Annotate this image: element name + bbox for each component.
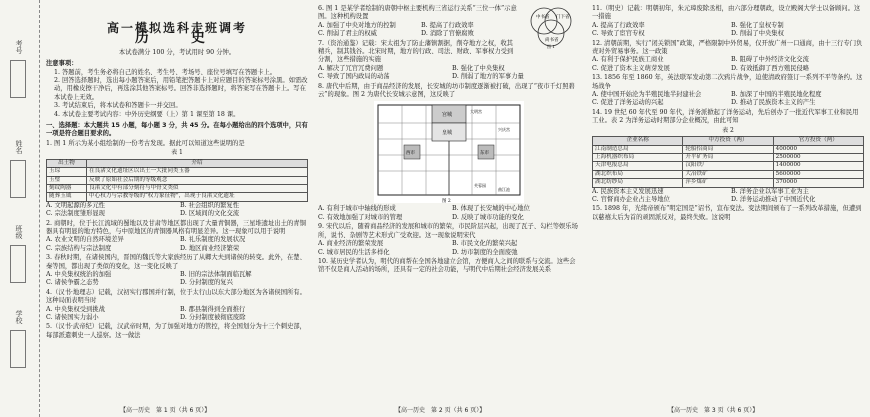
binding-label-kaohao: 考号: [15, 40, 23, 54]
option: D. 削弱了中央集权: [731, 30, 784, 38]
exam-title: 高一模拟选科走班调考: [106, 21, 247, 35]
venn-label: 尚书省: [545, 38, 559, 43]
page-footer: 【高一历史 第 1 页（共 6 页）】: [120, 407, 211, 414]
table-cell: 湖北纺纱局: [593, 179, 683, 187]
option: A. 使中国开始沦为半殖民地半封建社会: [592, 91, 702, 99]
option: A. 有利于城市中轴线的形成: [318, 205, 396, 213]
option: B. 社会组织的繁复性: [180, 201, 240, 209]
option: D. 有效抵御了西方殖民侵略: [731, 64, 810, 72]
question-stem: 6. 图 1 是某学者绘制的唐朝中枢主要机构三省运行关系“三位一体”示意图。这种机构设置: [318, 5, 517, 21]
option: A. 解决了冗官冗费问题: [318, 64, 384, 72]
option: A. 中央集权受到挑战: [46, 305, 105, 313]
changan-map: [374, 101, 524, 203]
question-stem: 13. 1856 年至 1860 年，英法联军发动第二次鸦片战争，迫使清政府签订一系列不平等条约。这场战争: [592, 74, 863, 90]
question-2: [46, 220, 308, 254]
options: [318, 240, 580, 257]
option: D. 洋务运动推动了中国近代化: [731, 195, 816, 203]
page-2: [318, 4, 580, 412]
table-cell: 刻纹陶器: [47, 184, 87, 192]
option: C. 诸侯争霸之态势: [46, 279, 99, 287]
option: C. 削弱了君主的权威: [318, 30, 377, 38]
option: D. 削弱了地方的军事力量: [452, 73, 524, 81]
question-11: [592, 5, 864, 39]
options: [318, 205, 580, 222]
table-cell: 在良渚文化遗址区以出土一大批同类玉器: [87, 168, 308, 176]
options: [46, 271, 308, 288]
question-stem: 8. 唐代中后期，由于商品经济的发展，长安城的坊市制度逐渐被打破，出现了“夜市千灯照碧云”的现象。图 2 为唐代长安城示意图，这反映了: [318, 82, 575, 99]
table-cell: 玉琮: [47, 168, 87, 176]
table-cell: 萍乡煤矿: [683, 179, 773, 187]
table-caption: 表 1: [171, 149, 183, 157]
table-header: 企业名称: [593, 137, 683, 145]
question-10: 10. 某历史学者认为，明代的商帮在全国各地建立会馆，方便商人之间的联系与交流。这些会馆不仅是商人活动的场所，还具有一定的社会功能，与明代中后期社会经济发展关系: [318, 257, 576, 274]
option: A. 农业文明的自然环境差异: [46, 236, 124, 244]
option: B. 旧的宗法体制面临瓦解: [180, 270, 252, 278]
map-label: 皇城: [442, 130, 453, 137]
binding-box: [10, 60, 26, 98]
map-label: 西市: [406, 151, 415, 157]
option: C. 促进了洋务运动的兴起: [592, 99, 664, 107]
options: [46, 236, 308, 253]
option: D. 地区商业经济繁荣: [180, 244, 240, 252]
option: B. 强化了中央集权: [452, 64, 505, 72]
venn-circle: [545, 8, 571, 34]
option: B. 洋务企业以军事工业为主: [731, 187, 809, 195]
venn-label: 中书省: [536, 15, 550, 20]
table-cell: 5600000: [773, 170, 863, 178]
question-1: [46, 140, 308, 219]
options: [46, 202, 308, 219]
table-cell: 大冶铁矿: [683, 170, 773, 178]
options: [592, 56, 864, 73]
option: C. 宗法制度雏形显现: [46, 210, 105, 218]
option: B. 郡县制得到全面推行: [180, 305, 246, 313]
table-header: 出土物: [47, 159, 87, 167]
notes-item: 2. 回答选择题时，选出每小题答案后，用铅笔把答题卡上对应题目的答案标号涂黑。如需改动，用橡皮擦干净后，再选涂其他答案标号。回答非选择题时，将答案写在答题卡上。写在本试卷上无效。: [54, 77, 308, 101]
option: D. 消除了官僚腐败: [421, 30, 474, 38]
table-cell: 天津电报总局: [593, 162, 683, 170]
binding-label-school: 学校: [15, 310, 23, 324]
option: B. 礼乐制度的发展状况: [180, 236, 246, 244]
option: C. 导致了宦官专权: [592, 30, 645, 38]
option: D. 坊市制度的全面废弛: [452, 248, 518, 256]
table-cell: 湖北织布局: [593, 170, 683, 178]
map-label: 芙蓉园: [474, 183, 486, 189]
table-cell: 中心权力与宗教等级的“权力象征物”，出现于良渚文化遗址: [87, 193, 308, 201]
table-row: [47, 168, 308, 176]
table-cell: 玉璧: [47, 176, 87, 184]
options: [318, 22, 518, 39]
option: D. 分封制度的复兴: [180, 279, 233, 287]
options: [592, 91, 864, 108]
question-stem: 1. 图 1 所示为某小组绘制的一份考古发现。据此可以知道这些说明的是: [46, 139, 245, 147]
question-stem: 14. 19 世纪 60 年代至 90 年代，洋务派掀起了洋务运动，先后创办了一批近代军事工业和民用工业。表 2 为洋务运动时期部分企业概况，由此可知: [592, 108, 859, 125]
venn-label: 门下省: [556, 15, 570, 20]
binding-label-name: 姓名: [15, 140, 23, 154]
question-stem: 4.（汉书·地理志）记载，汉初实行郡国并行制，位于太行山以东大部分地区为各诸侯国所有。这种局面表明当时: [46, 288, 306, 305]
option: D. 反映了城市功能的变化: [452, 213, 524, 221]
binding-box: [10, 245, 26, 283]
option: C. 城市居民的生活多样化: [318, 248, 390, 256]
table-header: 介绍: [87, 159, 308, 167]
table-cell: 反映了原始社会后期的等级观念: [87, 176, 308, 184]
option: C. 促进了资本主义萌芽发展: [592, 64, 670, 72]
options: [46, 306, 308, 323]
option: B. 提高了行政效率: [421, 21, 474, 29]
question-stem: 2. 商朝时，位于长江流域的蜀地以及甘肃等地区都出现了大量青铜器，三星堆遗址出土的青铜器具有明显的地方特色，与中原地区的青铜器风格有明显差异。这一现象可以用于说明: [46, 219, 306, 235]
table-cell: 1400000: [773, 162, 863, 170]
option: D. 区域间的文化交流: [180, 210, 240, 218]
notes-item: 3. 考试结束后，将本试卷和答题卡一并交回。: [54, 102, 182, 110]
page-1: [46, 4, 308, 412]
notes-heading: 注意事项：: [46, 60, 78, 68]
table-header: 中方投资（两）: [683, 137, 773, 145]
table-row: [47, 176, 308, 184]
table-row: [593, 179, 864, 187]
table-caption: 表 2: [722, 126, 734, 134]
question-5: 5.（汉书·武帝纪）记载，汉武帝时期，为了加强对地方的管控，将全国划分为十三个刺史部，每部派遣刺史一人巡察。这一做法: [46, 323, 306, 339]
table-cell: 400000: [773, 145, 863, 153]
option: C. 诸侯国实力弱小: [46, 314, 99, 321]
binding-strip: [0, 0, 40, 417]
binding-box: [10, 330, 26, 368]
exam-subject: 历 史: [135, 30, 219, 47]
venn-circle: [531, 8, 557, 34]
table-row: [47, 184, 308, 192]
table-cell: 开平矿务局: [683, 153, 773, 161]
map-label: 大明宫: [470, 109, 482, 115]
binding-label-class: 班级: [15, 225, 23, 239]
question-13: [592, 74, 864, 108]
table-row: [593, 153, 864, 161]
option: B. 加深了中国的半殖民地化程度: [731, 91, 822, 99]
option: C. 有效地加强了对城市的管理: [318, 213, 403, 221]
option: A. 提高了行政效率: [592, 21, 645, 29]
table-cell: 随葬玉钺: [47, 193, 87, 201]
section-heading: 一、选择题：本大题共 15 小题，每小题 3 分，共 45 分。在每小题给出的四个选项中，只有一项是符合题目要求的。: [46, 122, 308, 138]
q1-table: [46, 159, 308, 202]
options: [592, 188, 864, 205]
options: [318, 65, 580, 82]
notes-item: 4. 本试卷主要考试内容：中外历史纲要（上）第 1 课至第 18 课。: [54, 110, 240, 118]
option: A. 加强了中央对地方的控制: [318, 21, 396, 29]
option: D. 推动了民族资本主义的产生: [731, 99, 816, 107]
figure-caption: 图 2: [442, 199, 451, 204]
table-cell: 汉阳铁厂: [683, 162, 773, 170]
question-15: 15. 1898 年，光绪帝颁布“明定国是”诏书，宣布变法。变法期间颁布了一系列改革措施，但遭到以慈禧太后为首的顽固派反对，最终失败。这说明: [592, 205, 862, 221]
table-row: [593, 162, 864, 170]
page-footer: 【高一历史 第 3 页（共 6 页）】: [668, 407, 759, 414]
question-stem: 12. 清朝前期，实行“闭关锁国”政策，严格限制中外贸易，仅开放广州一口通商，由十三行专门负责对外贸易事务。这一政策: [592, 39, 863, 56]
option: A. 中央集权统治的加强: [46, 270, 112, 278]
table-cell: 2500000: [773, 153, 863, 161]
option: C. 导致了国内政局的动荡: [318, 73, 390, 81]
option: A. 有利于保护民族工商业: [592, 56, 664, 64]
table-cell: 轮船招商局: [683, 145, 773, 153]
venn-diagram: [522, 5, 580, 49]
option: C. 宗族结构与宗法制度: [46, 244, 112, 252]
table-cell: 370000: [773, 179, 863, 187]
option: B. 阻碍了中外经济文化交流: [731, 56, 809, 64]
option: C. 官督商办企业占主导地位: [592, 195, 670, 203]
option: A. 文明起源的多元性: [46, 201, 105, 209]
binding-box: [10, 160, 26, 198]
map-label: 东市: [480, 151, 489, 157]
table-row: [47, 193, 308, 201]
table-cell: 江南制造总局: [593, 145, 683, 153]
option: B. 强化了皇权专制: [731, 21, 784, 29]
table-row: [593, 170, 864, 178]
notes-item: 1. 答题前，考生务必将自己的姓名、考生号、考场号、座位号填写在答题卡上。: [54, 68, 277, 76]
option: B. 市民文化的繁荣兴起: [452, 240, 518, 248]
question-6: [318, 5, 580, 49]
map-label: 兴庆宫: [498, 127, 510, 133]
option: B. 体现了长安城的中心地位: [452, 205, 530, 213]
question-9: [318, 223, 580, 257]
question-12: [592, 40, 864, 74]
question-3: [46, 254, 308, 288]
options: [592, 22, 864, 39]
table-cell: 良渚文化中有部分刻符与甲骨文类似: [87, 184, 308, 192]
map-label: 宫城: [442, 112, 453, 119]
question-stem: 3. 春秋时期，在诸侯国内，晋国的魏氏等大家族经历了从卿大夫到诸侯的转变。此外，在楚、秦等国，都出现了类似的变化，这一变化反映了: [46, 254, 306, 270]
figure-caption: 图 1: [547, 44, 555, 49]
option: D. 分封制度被彻底废除: [180, 314, 246, 321]
option: A. 民族资本主义发展迅速: [592, 187, 664, 195]
q14-table: [592, 136, 864, 187]
question-14: [592, 109, 864, 204]
question-stem: 11.（明史）记载：明朝初年，朱元璋废除丞相，由六部分理朝政，设立殿阁大学士以备顾问。这一措施: [592, 5, 861, 21]
page-footer: 【高一历史 第 2 页（共 6 页）】: [395, 407, 486, 414]
table-header: 官方投资（两）: [773, 137, 863, 145]
option: A. 商业经济的繁荣发展: [318, 240, 384, 248]
question-stem: 7.（资治通鉴）记载：宋太祖为了防止藩镇割据，削夺地方之权，收其精兵，制其钱谷。北宋时期，地方的行政、司法、财政、军事权力受到分割，这些措施的实施: [318, 39, 514, 64]
page-3: [592, 4, 864, 412]
map-label: 曲江池: [498, 187, 510, 193]
question-stem: 9. 宋代以后，随着商品经济的发展和城市的繁荣，市民阶层兴起，出现了瓦子、勾栏等娱乐场所，说书、杂剧等艺术形式广受欢迎。这一现象说明宋代: [318, 223, 578, 239]
question-4: [46, 289, 308, 323]
table-row: [593, 145, 864, 153]
exam-info: 本试卷满分 100 分，考试用时 90 分钟。: [118, 48, 236, 56]
table-cell: 上海机器织布局: [593, 153, 683, 161]
question-8: [318, 83, 580, 223]
